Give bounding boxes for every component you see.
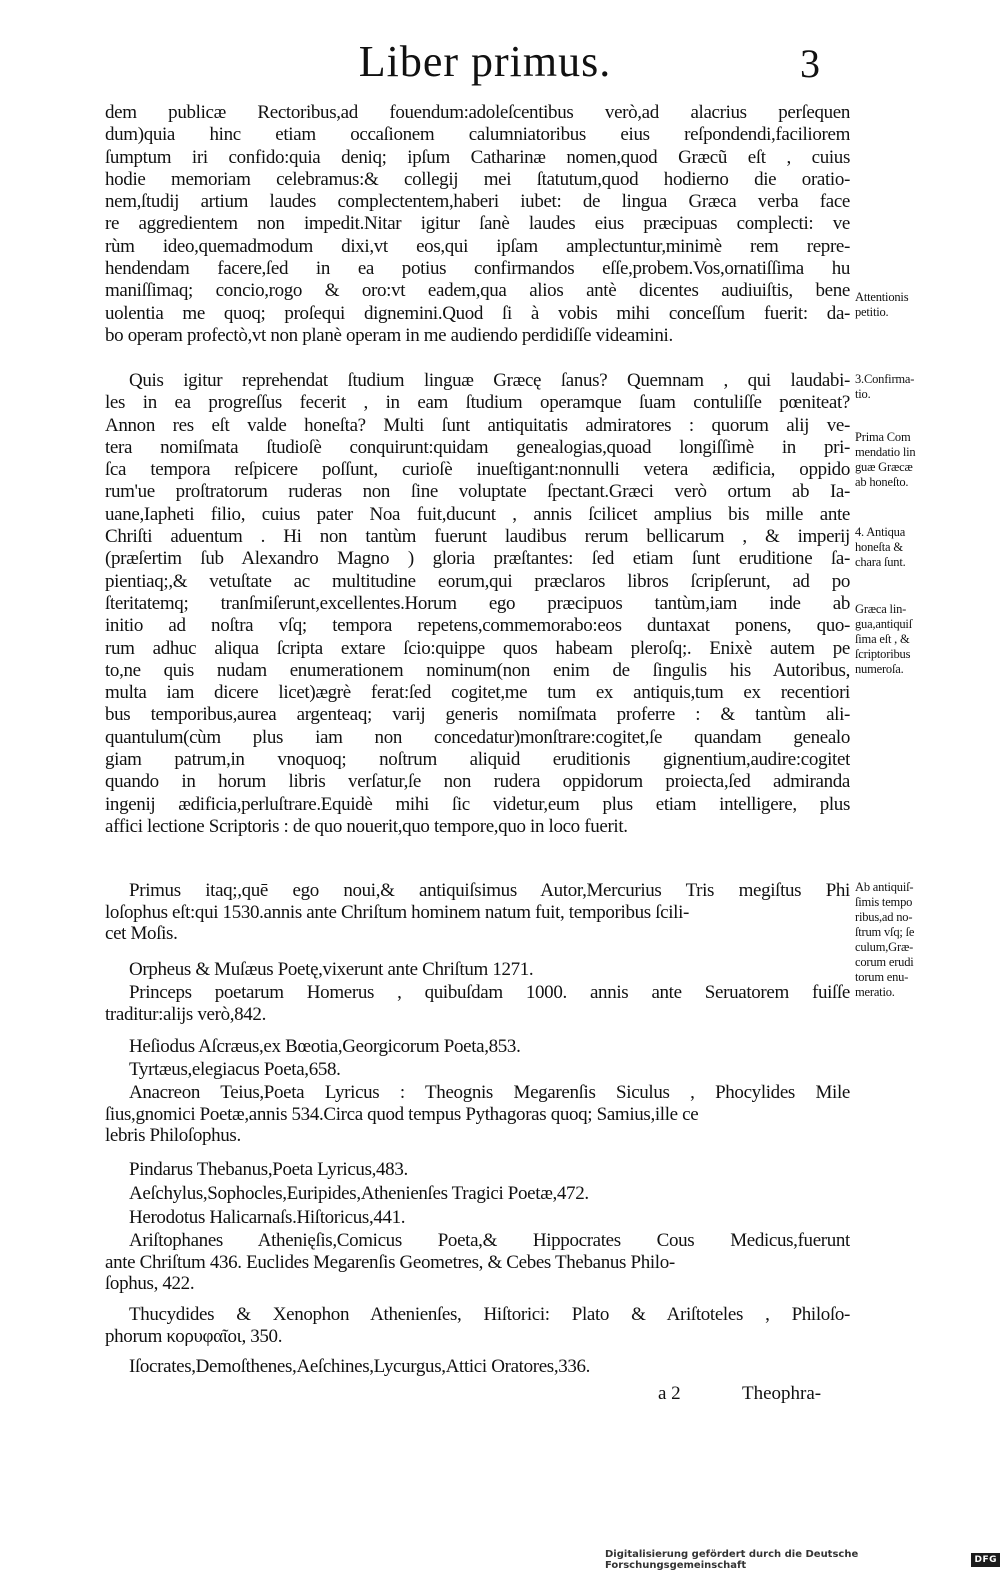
marginal-line: Attentionis <box>855 290 909 304</box>
entry-line: Ariſtophanes Athenięſis,Comicus Poeta,& Hippocrates Cous Medicus,fuerunt <box>129 1230 850 1251</box>
text-line: uane,Iapheti filio, cuius pater Noa fuit,ducunt , annis ſcilicet amplius bis mille ante <box>105 503 850 525</box>
digitization-footer <box>605 1551 1000 1569</box>
marginal-line: numeroſa. <box>855 662 904 676</box>
marginal-line: meratio. <box>855 985 895 999</box>
marginal-line: torum enu- <box>855 970 909 984</box>
entry-line: Thucydides & Xenophon Athenienſes, Hiſtorici: Plato & Ariſtoteles , Philoſo- <box>129 1304 850 1325</box>
text-line: uolentia me quoq; proſequi dignemini.Quod ſi à vobis mihi conceſſum fuerit: da- <box>105 302 850 324</box>
page-number: 3 <box>800 41 820 86</box>
marginal-line: chara ſunt. <box>855 555 906 569</box>
text-line: giam patrum,in vnoquoq; noſtrum aliquid eruditionis gignentium,audire:cogitet <box>105 749 850 771</box>
author-entry <box>105 1035 850 1058</box>
entry-line: Aeſchylus,Sophocles,Euripides,Athenienſes Tragici Poetæ,472. <box>129 1183 589 1204</box>
author-entry <box>105 1355 850 1378</box>
marginal-line: ſimis tempo <box>855 895 913 909</box>
text-line: pientiaq;,& vetuſtate ac multitudine eorum,qui præclaros libros ſcripſerunt, ad po <box>105 570 850 592</box>
text-line: dum)quia hinc etiam occaſionem calumniatoribus eius reſpondendi,faciliorem <box>105 124 850 146</box>
entry-line: Anacreon Teius,Poeta Lyricus : Theognis Megarenſis Siculus , Phocylides Mile <box>129 1082 850 1103</box>
marginal-line: 3.Confirma- <box>855 372 915 386</box>
marginal-line: ab honeſto. <box>855 475 909 489</box>
text-line: (præſertim ſub Alexandro Magno ) gloria præſtantes: ſed etiam ſunt eruditione ſa- <box>105 548 850 570</box>
entry-line: traditur:alijs verò,842. <box>105 1003 266 1025</box>
author-entry <box>105 1230 850 1295</box>
text-line: rum adhuc aliqua ſcripta extare ſcio:quippe quos habeam pleroſq;. Enixè autem pe <box>105 637 850 659</box>
marginal-line: Prima Com <box>855 430 911 444</box>
marginal-line: ſtrum vſq; ſe <box>855 925 915 939</box>
marginal-note-antiqua <box>855 525 945 570</box>
marginal-note-enumeratio <box>855 880 945 1000</box>
marginal-line: ſcriptoribus <box>855 647 911 661</box>
marginal-line: 4. Antiqua <box>855 525 906 539</box>
marginal-line: mendatio lin <box>855 445 916 459</box>
text-line: multa iam dicere licet)ægrè ferat:ſed cogitet,me tum ex antiquis,tum ex recentiori <box>105 682 850 704</box>
text-line: tera nomiſmata ſtudioſè conquirunt:quidam genealogias,quoad longiſſimè in pri- <box>105 436 850 458</box>
entry-line: ante Chriſtum 436. Euclides Megarenſis Geometres, & Cebes Thebanus Philo- <box>105 1251 675 1273</box>
marginal-line: tio. <box>855 387 871 401</box>
text-line: ſumptum iri confido:quia deniq; ipſum Catharinæ nomen,quod Græcũ eſt , cuius <box>105 146 850 168</box>
text-line: rùm ideo,quemadmodum dixi,vt eos,qui ipſam amplectuntur,minimè rem repre- <box>105 235 850 257</box>
signature-mark: a 2 <box>658 1383 681 1404</box>
entry-line: ſophus, 422. <box>105 1273 195 1294</box>
entry-line: lebris Philoſophus. <box>105 1125 241 1146</box>
author-entry <box>105 1182 850 1205</box>
entry-line: Orpheus & Muſæus Poetę,vixerunt ante Chriſtum 1271. <box>129 959 534 980</box>
marginal-line: corum erudi <box>855 955 914 969</box>
text-line: les in ea progreſſus fecerit , in eam ſtudium operamque ſuam contuliſſe pœniteat? <box>105 392 850 414</box>
funding-note: Digitalisierung gefördert durch die Deutsche Forschungsgemeinschaft <box>605 1549 859 1571</box>
text-line: ingenij ædificia,perluſtrare.Equidè mihi ſic videtur,eum plus etiam intelligere, plus <box>105 793 850 815</box>
author-entry <box>105 958 850 981</box>
text-line: Chriſti aduentum . Hi non tantùm fuerunt laudibus rerum bellicarum , & imperij <box>105 526 850 548</box>
text-line: rum'ue proſtratorum ruderas non ſine voluptate ſpectant.Græci verò ortum ab Ia- <box>105 481 850 503</box>
text-line: affici lectione Scriptoris : de quo nouerit,quo tempore,quo in loco fuerit. <box>105 815 628 837</box>
text-line: initio ad noſtra vſq; tempora repetens,commemorabo:eos duntaxat ponens, quo- <box>105 615 850 637</box>
entry-line: phorum κορυφαῖοι, 350. <box>105 1325 283 1347</box>
marginal-note-confirmatio <box>855 372 945 402</box>
text-line: bus temporibus,aurea argenteaq; varij generis nomiſmata proferre : & tantùm ali- <box>105 704 850 726</box>
author-entry <box>105 1058 850 1081</box>
author-entry <box>105 1158 850 1181</box>
entry-line: Pindarus Thebanus,Poeta Lyricus,483. <box>129 1159 408 1180</box>
marginal-line: ſima eſt , & <box>855 632 910 646</box>
marginal-line: guæ Græcæ <box>855 460 913 474</box>
marginal-note-graeca-lingua <box>855 602 945 677</box>
catch-line <box>0 1383 1000 1411</box>
running-head: Liber primus. <box>358 37 612 86</box>
entry-line: ſius,gnomici Poetæ,annis 534.Circa quod tempus Pythagoras quoq; Samius,ille ce <box>105 1103 699 1125</box>
marginal-line: honeſta & <box>855 540 903 554</box>
author-entry <box>105 1206 850 1229</box>
text-line: Quis igitur reprehendat ſtudium linguæ Græcę ſanus? Quemnam , qui laudabi- <box>129 370 850 391</box>
text-line: ſca tempora reſpicere poſſunt, curioſè inueſtigant:nonnulli vetera ædificia, oppido <box>105 459 850 481</box>
text-line: dem publicæ Rectoribus,ad fouendum:adoleſcentibus verò,ad alacrius perſequen <box>105 102 850 123</box>
marginal-line: Græca lin- <box>855 602 907 616</box>
text-line: hodie memoriam celebramus:& collegij mei ſtatutum,quod hodierno die oratio- <box>105 168 850 190</box>
marginal-line: petitio. <box>855 305 889 319</box>
marginal-note-commendatio <box>855 430 945 490</box>
text-line: quando in horum libris verſatur,ſe non rudera oppidorum proiecta,ſed admiranda <box>105 771 850 793</box>
text-line: to,ne quis nudam enumerationem nominum(non enim de ſingulis his Autoribus, <box>105 659 850 681</box>
text-line: quantulum(cùm plus iam non concedatur)monſtrare:cogitet,ſe quandam genealo <box>105 726 850 748</box>
author-entry <box>105 1082 850 1147</box>
entry-line: Princeps poetarum Homerus , quibuſdam 1000. annis ante Seruatorem fuiſſe <box>129 982 850 1003</box>
entry-line: Tyrtæus,elegiacus Poeta,658. <box>129 1059 341 1080</box>
text-line: bo operam profectò,vt non planè operam in me audiendo perdidiſſe videamini. <box>105 324 673 346</box>
entry-line: Heſiodus Aſcræus,ex Bœotia,Georgicorum Poeta,853. <box>129 1036 521 1057</box>
text-line: Annon res eſt valde honeſta? Multi ſunt antiquitatis admiratores : quorum alij ve- <box>105 414 850 436</box>
text-line: nem,ſtudij artium laudes complectentem,haberi iubet: de lingua Græca verba face <box>105 191 850 213</box>
catchword: Theophra- <box>742 1383 822 1404</box>
marginal-line: gua,antiquiſ <box>855 617 912 631</box>
author-entry <box>105 982 850 1025</box>
author-entry <box>105 1304 850 1347</box>
dfg-logo: DFG <box>971 1553 1000 1567</box>
author-entry <box>105 880 850 945</box>
marginal-line: Ab antiquiſ- <box>855 880 914 894</box>
text-line: maniſſimaq; concio,rogo & oro:vt eadem,qua alios antè dicentes audiuiſtis, bene <box>105 280 850 302</box>
entry-line: cet Moſis. <box>105 923 178 944</box>
entry-line: Herodotus Halicarnaſs.Hiſtoricus,441. <box>129 1207 406 1228</box>
entry-line: Iſocrates,Demoſthenes,Aeſchines,Lycurgus,Attici Oratores,336. <box>129 1356 591 1377</box>
entry-line: Primus itaq;,quē ego noui,& antiquiſsimus Autor,Mercurius Tris megiſtus Phi <box>129 880 850 901</box>
marginal-line: culum,Græ- <box>855 940 914 954</box>
marginal-line: ribus,ad no- <box>855 910 913 924</box>
text-line: ſteritatemq; tranſmiſerunt,excellentes.Horum ego præcipuos tantùm,iam inde ab <box>105 592 850 614</box>
marginal-note-attentio <box>855 290 945 320</box>
text-line: re aggredientem non impedit.Nitar igitur ſanè laudes eius præcipuas complecti: ve <box>105 213 850 235</box>
paragraph-2 <box>105 370 850 838</box>
text-line: hendendam facere,ſed in ea potius confirmandos eſſe,probem.Vos,ornatiſſima hu <box>105 258 850 280</box>
paragraph-1 <box>105 102 850 347</box>
entry-line: loſophus eſt:qui 1530.annis ante Chriſtum hominem natum fuit, temporibus ſcili- <box>105 901 689 923</box>
